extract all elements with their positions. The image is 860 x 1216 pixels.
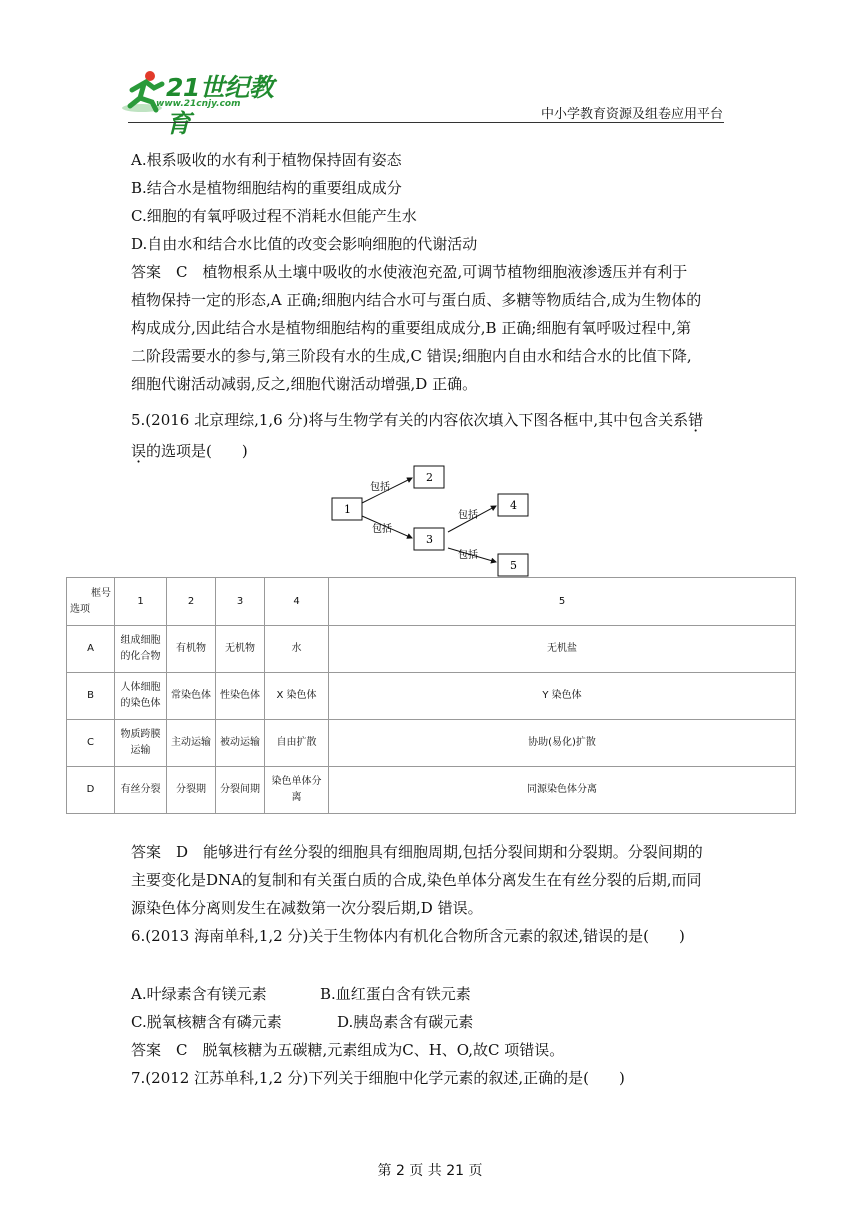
table-row <box>67 673 796 720</box>
table-row <box>67 626 796 673</box>
table-cell: 分裂间期 <box>216 767 265 814</box>
q4-answer-line: 二阶段需要水的参与,第三阶段有水的生成,C 错误;细胞内自由水和结合水的比值下降, <box>131 347 692 365</box>
row-label: A <box>67 626 115 673</box>
q7-stem: 7.(2012 江苏单科,1,2 分)下列关于细胞中化学元素的叙述,正确的是( ) <box>131 1069 625 1087</box>
table-cell: 常染色体 <box>167 673 216 720</box>
edge-label: 包括 <box>458 550 478 561</box>
corner-bottom-label: 选项 <box>70 603 90 615</box>
table-header-cell: 4 <box>265 578 329 626</box>
table-cell: 有机物 <box>167 626 216 673</box>
table-header-cell: 3 <box>216 578 265 626</box>
q5-stem-line2 <box>131 441 248 461</box>
table-header-row <box>67 578 796 626</box>
table-cell: 无机盐 <box>329 626 796 673</box>
edge-label: 包括 <box>372 524 392 535</box>
row-label: C <box>67 720 115 767</box>
table-cell: 有丝分裂 <box>115 767 167 814</box>
box-2-label: 2 <box>426 471 433 484</box>
site-logo <box>122 68 292 138</box>
table-cell: 主动运输 <box>167 720 216 767</box>
q5-stem-text: 的选项是( ) <box>146 442 248 460</box>
q5-stem-text: 5.(2016 北京理综,1,6 分)将与生物学有关的内容依次填入下图各框中,其中包含关系 <box>131 411 689 429</box>
table-corner-cell <box>67 578 115 626</box>
logo-url: www.21cnjy.com <box>156 99 241 109</box>
row-label: B <box>67 673 115 720</box>
page-number: 第 2 页 共 21 页 <box>377 1163 483 1179</box>
table-cell: 同源染色体分离 <box>329 767 796 814</box>
q5-emphasis-char: 错 <box>688 411 704 429</box>
table-cell: Y 染色体 <box>329 673 796 720</box>
q6-stem: 6.(2013 海南单科,1,2 分)关于生物体内有机化合物所含元素的叙述,错误的是( ) <box>131 927 685 945</box>
table-cell: X 染色体 <box>265 673 329 720</box>
table-row <box>67 720 796 767</box>
table-cell: 自由扩散 <box>265 720 329 767</box>
q6-answer: 答案 C 脱氧核糖为五碳糖,元素组成为C、H、O,故C 项错误。 <box>131 1041 565 1059</box>
table-row <box>67 767 796 814</box>
table-cell: 性染色体 <box>216 673 265 720</box>
box-1-label: 1 <box>344 503 351 516</box>
header-divider <box>128 122 724 123</box>
table-cell: 水 <box>265 626 329 673</box>
box-3-label: 3 <box>426 533 433 546</box>
q4-option-d: D.自由水和结合水比值的改变会影响细胞的代谢活动 <box>131 235 478 253</box>
table-cell: 被动运输 <box>216 720 265 767</box>
table-cell: 组成细胞的化合物 <box>115 626 167 673</box>
q5-options-table <box>66 577 796 814</box>
platform-name: 中小学教育资源及组卷应用平台 <box>540 107 723 122</box>
q6-option-a: A.叶绿素含有镁元素 <box>131 985 267 1003</box>
q4-option-b: B.结合水是植物细胞结构的重要组成成分 <box>131 179 402 197</box>
q5-answer-line: 源染色体分离则发生在减数第一次分裂后期,D 错误。 <box>131 899 483 917</box>
q4-answer-line: 细胞代谢活动减弱,反之,细胞代谢活动增强,D 正确。 <box>131 375 478 393</box>
q6-option-c: C.脱氧核糖含有磷元素 <box>131 1013 282 1031</box>
table-cell: 物质跨膜运输 <box>115 720 167 767</box>
table-header-cell: 1 <box>115 578 167 626</box>
table-cell: 无机物 <box>216 626 265 673</box>
logo-text: 21世纪教育 <box>166 73 274 138</box>
table-header-cell: 5 <box>329 578 796 626</box>
table-header-cell: 2 <box>167 578 216 626</box>
box-4-label: 4 <box>510 499 517 512</box>
q4-answer-line: 构成成分,因此结合水是植物细胞结构的重要组成成分,B 正确;细胞有氧呼吸过程中,第 <box>131 319 692 337</box>
q6-option-b: B.血红蛋白含有铁元素 <box>320 985 471 1003</box>
edge-label: 包括 <box>370 482 390 493</box>
edge-label: 包括 <box>458 510 478 521</box>
table-cell: 染色单体分离 <box>265 767 329 814</box>
corner-top-label: 框号 <box>91 587 111 599</box>
box-5-label: 5 <box>510 559 517 572</box>
table-cell: 分裂期 <box>167 767 216 814</box>
table-cell: 人体细胞的染色体 <box>115 673 167 720</box>
q5-answer-line: 答案 D 能够进行有丝分裂的细胞具有细胞周期,包括分裂间期和分裂期。分裂间期的 <box>131 843 703 861</box>
table-cell: 协助(易化)扩散 <box>329 720 796 767</box>
q5-emphasis-char: 误 <box>131 442 147 460</box>
q4-answer-line: 答案 C 植物根系从土壤中吸收的水使液泡充盈,可调节植物细胞液渗透压并有利于 <box>131 263 688 281</box>
q5-box-diagram <box>320 458 540 578</box>
q4-option-c: C.细胞的有氧呼吸过程不消耗水但能产生水 <box>131 207 417 225</box>
q4-option-a: A.根系吸收的水有利于植物保持固有姿态 <box>131 151 402 169</box>
q5-stem <box>131 410 703 430</box>
q6-option-d: D.胰岛素含有碳元素 <box>337 1013 474 1031</box>
row-label: D <box>67 767 115 814</box>
q5-answer-line: 主要变化是DNA的复制和有关蛋白质的合成,染色单体分离发生在有丝分裂的后期,而同 <box>131 871 702 889</box>
q4-answer-line: 植物保持一定的形态,A 正确;细胞内结合水可与蛋白质、多糖等物质结合,成为生物体的 <box>131 291 702 309</box>
